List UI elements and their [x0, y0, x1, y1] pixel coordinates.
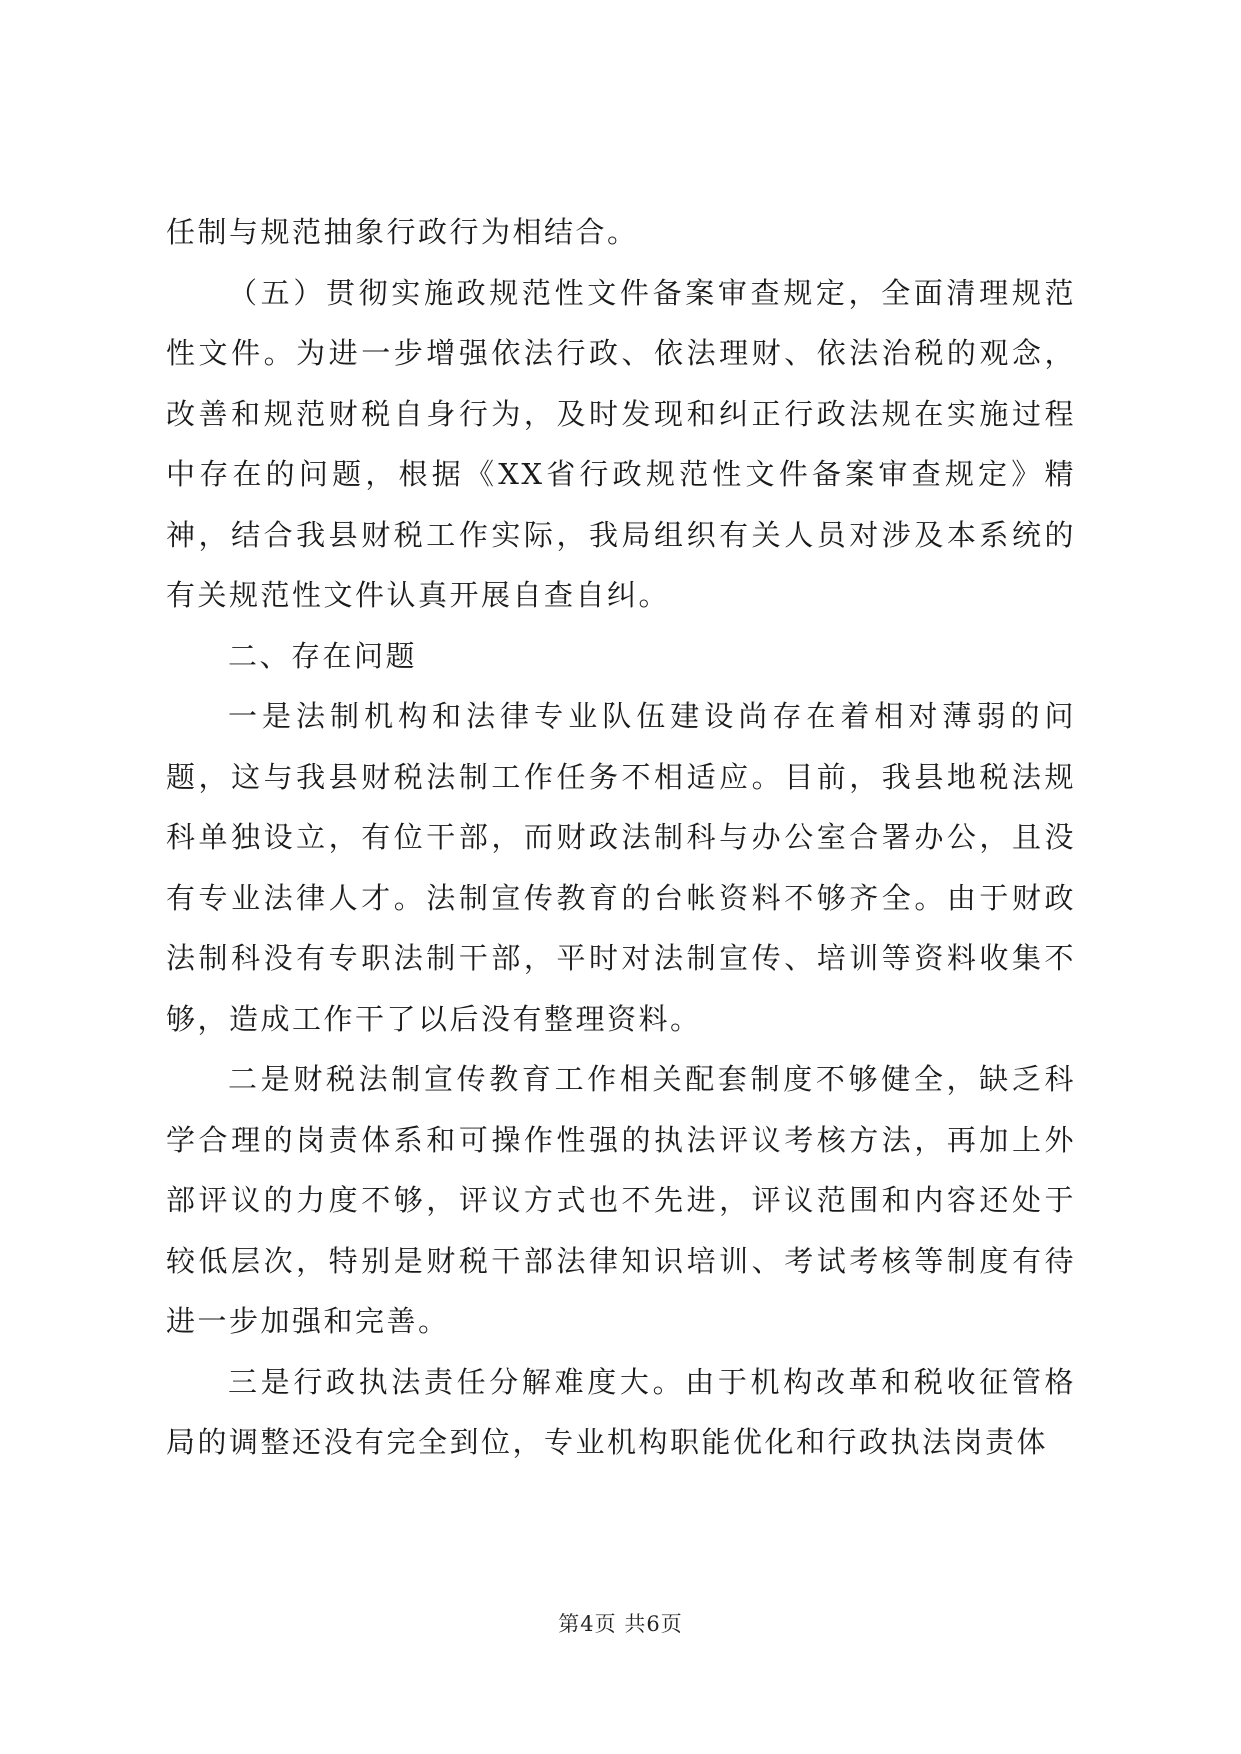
- paragraph-problem-one: 一是法制机构和法律专业队伍建设尚存在着相对薄弱的问题，这与我县财税法制工作任务不相适应。目前，我县地税法规科单独设立，有位干部，而财政法制科与办公室合署办公，且没有专业法律人才。法制宣传教育的台帐资料不够齐全。由于财政法制科没有专职法制干部，平时对法制宣传、培训等资料收集不够，造成工作干了以后没有整理资料。: [166, 699, 1076, 1036]
- page-number-footer: 第4页 共6页: [558, 1612, 683, 1636]
- section-heading-problems: 二、存在问题: [228, 638, 418, 673]
- paragraph-problem-three: 三是行政执法责任分解难度大。由于机构改革和税收征管格局的调整还没有完全到位，专业机构职能优化和行政执法岗责体: [166, 1364, 1076, 1459]
- document-body: [166, 202, 1076, 1473]
- paragraph-continuation: 任制与规范抽象行政行为相结合。: [166, 215, 639, 249]
- paragraph-problem-two: 二是财税法制宣传教育工作相关配套制度不够健全，缺乏科学合理的岗责体系和可操作性强的执法评议考核方法，再加上外部评议的力度不够，评议方式也不先进，评议范围和内容还处于较低层次，特别是财税干部法律知识培训、考试考核等制度有待进一步加强和完善。: [166, 1062, 1076, 1338]
- paragraph-section-five: （五）贯彻实施政规范性文件备案审查规定，全面清理规范性文件。为进一步增强依法行政、依法理财、依法治税的观念，改善和规范财税自身行为，及时发现和纠正行政法规在实施过程中存在的问题，根据《XX省行政规范性文件备案审查规定》精神，结合我县财税工作实际，我局组织有关人员对涉及本系统的有关规范性文件认真开展自查自纠。: [166, 275, 1076, 612]
